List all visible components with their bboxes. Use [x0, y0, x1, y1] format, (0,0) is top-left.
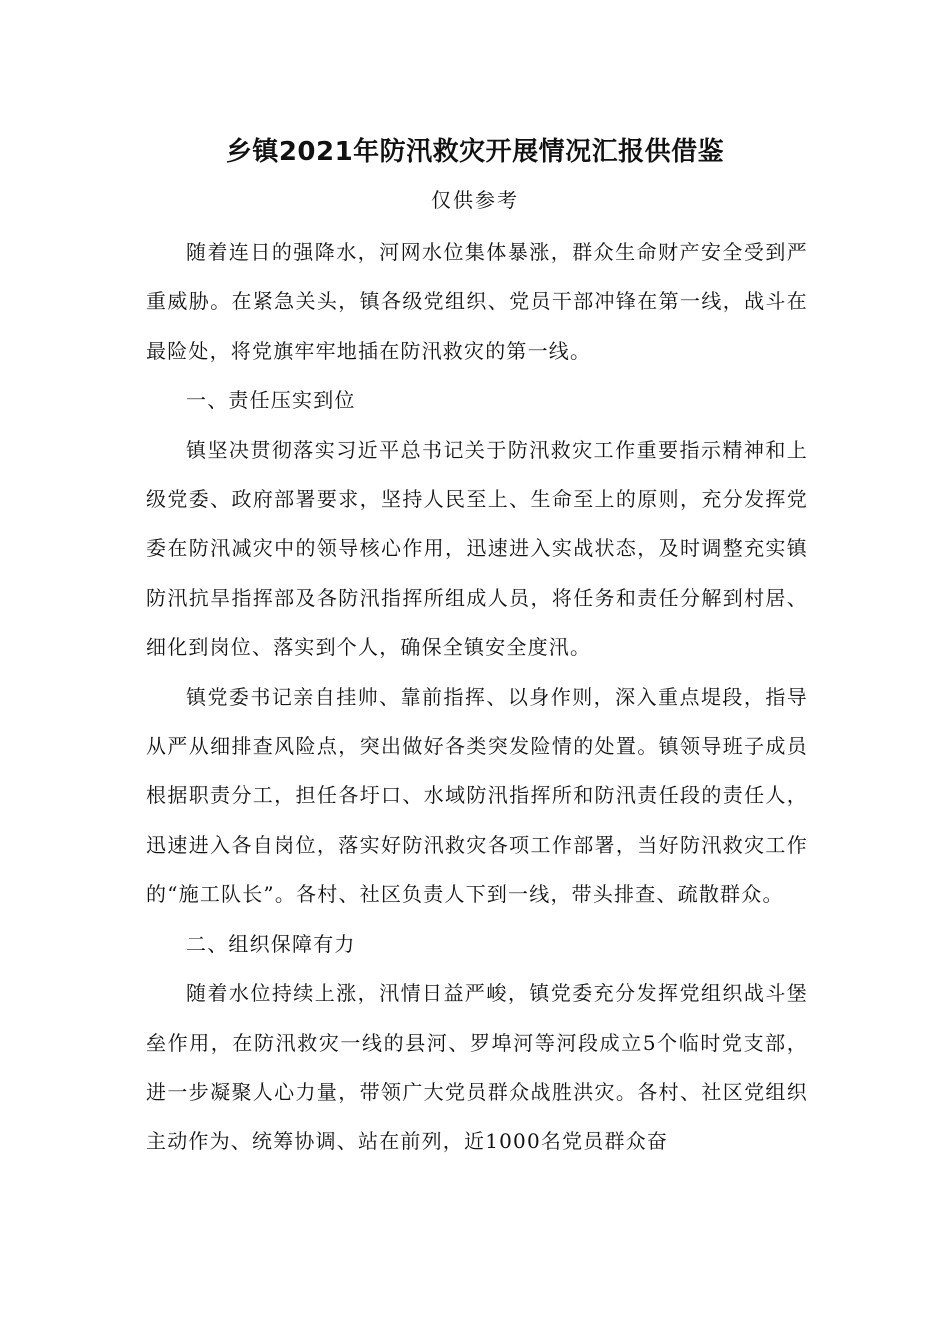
section-heading-1: 一、责任压实到位: [186, 388, 356, 413]
document-title: 乡镇2021年防汛救灾开展情况汇报供借鉴: [225, 137, 725, 167]
document-body: [146, 228, 808, 1167]
paragraph-responsibility: 镇坚决贯彻落实习近平总书记关于防汛救灾工作重要指示精神和上级党委、政府部署要求，坚持人民至上、生命至上的原则，充分发挥党委在防汛减灾中的领导核心作用，迅速进入实战状态，及时调整充实镇防汛抗旱指挥部及各防汛指挥所组成人员，将任务和责任分解到村居、细化到岗位、落实到个人，确保全镇安全度汛。: [146, 437, 808, 660]
document-subtitle: 仅供参考: [431, 188, 519, 212]
paragraph-leadership: 镇党委书记亲自挂帅、靠前指挥、以身作则，深入重点堤段，指导从严从细排查风险点，突出做好各类突发险情的处置。镇领导班子成员根据职责分工，担任各圩口、水域防汛指挥所和防汛责任段的责任人，迅速进入各自岗位，落实好防汛救灾各项工作部署，当好防汛救灾工作的“施工队长”。各村、社区负责人下到一线，带头排查、疏散群众。: [146, 684, 808, 907]
section-heading-2: 二、组织保障有力: [186, 931, 356, 956]
paragraph-intro: 随着连日的强降水，河网水位集体暴涨，群众生命财产安全受到严重威胁。在紧急关头，镇各级党组织、党员干部冲锋在第一线，战斗在最险处，将党旗牢牢地插在防汛救灾的第一线。: [146, 240, 808, 363]
paragraph-organization: 随着水位持续上涨，汛情日益严峻，镇党委充分发挥党组织战斗堡垒作用，在防汛救灾一线的县河、罗埠河等河段成立5个临时党支部，进一步凝聚人心力量，带领广大党员群众战胜洪灾。各村、社区党组织主动作为、统筹协调、站在前列，近1000名党员群众奋: [146, 981, 808, 1154]
